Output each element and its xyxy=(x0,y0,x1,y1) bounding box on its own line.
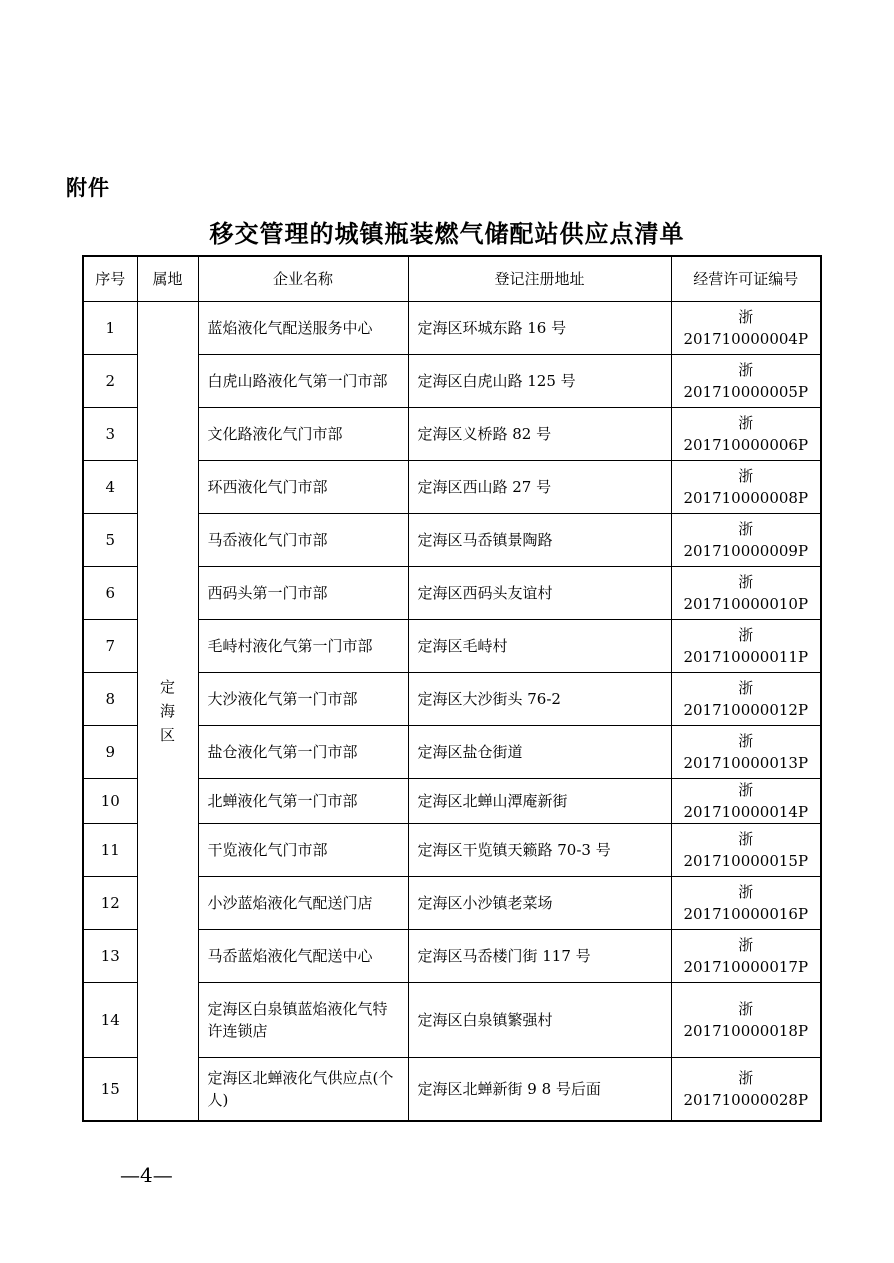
company-name: 小沙蓝焰液化气配送门店 xyxy=(198,877,408,930)
district-cell xyxy=(137,302,198,1121)
registered-address: 定海区西山路 27 号 xyxy=(408,461,671,514)
license-number: 浙 201710000006P xyxy=(671,408,821,461)
license-number: 浙 201710000010P xyxy=(671,567,821,620)
registered-address: 定海区毛峙村 xyxy=(408,620,671,673)
license-number: 浙 201710000017P xyxy=(671,930,821,983)
row-index: 3 xyxy=(83,408,137,461)
row-index: 15 xyxy=(83,1058,137,1121)
supply-point-table xyxy=(82,255,822,1122)
registered-address: 定海区义桥路 82 号 xyxy=(408,408,671,461)
registered-address: 定海区白泉镇繁强村 xyxy=(408,983,671,1058)
row-index: 2 xyxy=(83,355,137,408)
registered-address: 定海区马岙镇景陶路 xyxy=(408,514,671,567)
license-number: 浙 201710000008P xyxy=(671,461,821,514)
row-index: 6 xyxy=(83,567,137,620)
page-number: —4— xyxy=(120,1163,173,1187)
company-name: 马岙液化气门市部 xyxy=(198,514,408,567)
license-number: 浙 201710000009P xyxy=(671,514,821,567)
company-name: 蓝焰液化气配送服务中心 xyxy=(198,302,408,355)
row-index: 1 xyxy=(83,302,137,355)
company-name: 文化路液化气门市部 xyxy=(198,408,408,461)
header-district: 属地 xyxy=(137,256,198,302)
row-index: 13 xyxy=(83,930,137,983)
company-name: 西码头第一门市部 xyxy=(198,567,408,620)
company-name: 白虎山路液化气第一门市部 xyxy=(198,355,408,408)
row-index: 5 xyxy=(83,514,137,567)
header-company-name: 企业名称 xyxy=(198,256,408,302)
registered-address: 定海区北蝉新街 9 8 号后面 xyxy=(408,1058,671,1121)
company-name: 马岙蓝焰液化气配送中心 xyxy=(198,930,408,983)
license-number: 浙 201710000018P xyxy=(671,983,821,1058)
table-header-row xyxy=(83,256,821,302)
license-number: 浙 201710000014P xyxy=(671,779,821,824)
license-number: 浙 201710000015P xyxy=(671,824,821,877)
registered-address: 定海区盐仓街道 xyxy=(408,726,671,779)
registered-address: 定海区白虎山路 125 号 xyxy=(408,355,671,408)
row-index: 7 xyxy=(83,620,137,673)
company-name: 盐仓液化气第一门市部 xyxy=(198,726,408,779)
license-number: 浙 201710000005P xyxy=(671,355,821,408)
company-name: 毛峙村液化气第一门市部 xyxy=(198,620,408,673)
table-row xyxy=(83,302,821,355)
row-index: 14 xyxy=(83,983,137,1058)
registered-address: 定海区小沙镇老菜场 xyxy=(408,877,671,930)
row-index: 10 xyxy=(83,779,137,824)
license-number: 浙 201710000028P xyxy=(671,1058,821,1121)
registered-address: 定海区干览镇天籁路 70-3 号 xyxy=(408,824,671,877)
row-index: 12 xyxy=(83,877,137,930)
registered-address: 定海区环城东路 16 号 xyxy=(408,302,671,355)
row-index: 4 xyxy=(83,461,137,514)
header-registered-address: 登记注册地址 xyxy=(408,256,671,302)
company-name: 环西液化气门市部 xyxy=(198,461,408,514)
license-number: 浙 201710000004P xyxy=(671,302,821,355)
company-name: 大沙液化气第一门市部 xyxy=(198,673,408,726)
registered-address: 定海区大沙街头 76-2 xyxy=(408,673,671,726)
district-char: 区 xyxy=(159,725,175,744)
registered-address: 定海区马岙楼门街 117 号 xyxy=(408,930,671,983)
registered-address: 定海区西码头友谊村 xyxy=(408,567,671,620)
registered-address: 定海区北蝉山潭庵新街 xyxy=(408,779,671,824)
district-char: 海 xyxy=(159,701,175,720)
license-number: 浙 201710000011P xyxy=(671,620,821,673)
header-index: 序号 xyxy=(83,256,137,302)
license-number: 浙 201710000012P xyxy=(671,673,821,726)
header-license-number: 经营许可证编号 xyxy=(671,256,821,302)
row-index: 9 xyxy=(83,726,137,779)
row-index: 11 xyxy=(83,824,137,877)
company-name: 定海区白泉镇蓝焰液化气特许连锁店 xyxy=(198,983,408,1058)
attachment-label: 附件 xyxy=(66,176,110,200)
company-name: 干览液化气门市部 xyxy=(198,824,408,877)
license-number: 浙 201710000013P xyxy=(671,726,821,779)
company-name: 北蝉液化气第一门市部 xyxy=(198,779,408,824)
company-name: 定海区北蝉液化气供应点(个人) xyxy=(198,1058,408,1121)
row-index: 8 xyxy=(83,673,137,726)
license-number: 浙 201710000016P xyxy=(671,877,821,930)
district-char: 定 xyxy=(159,677,175,696)
page-title: 移交管理的城镇瓶装燃气储配站供应点清单 xyxy=(209,220,685,248)
